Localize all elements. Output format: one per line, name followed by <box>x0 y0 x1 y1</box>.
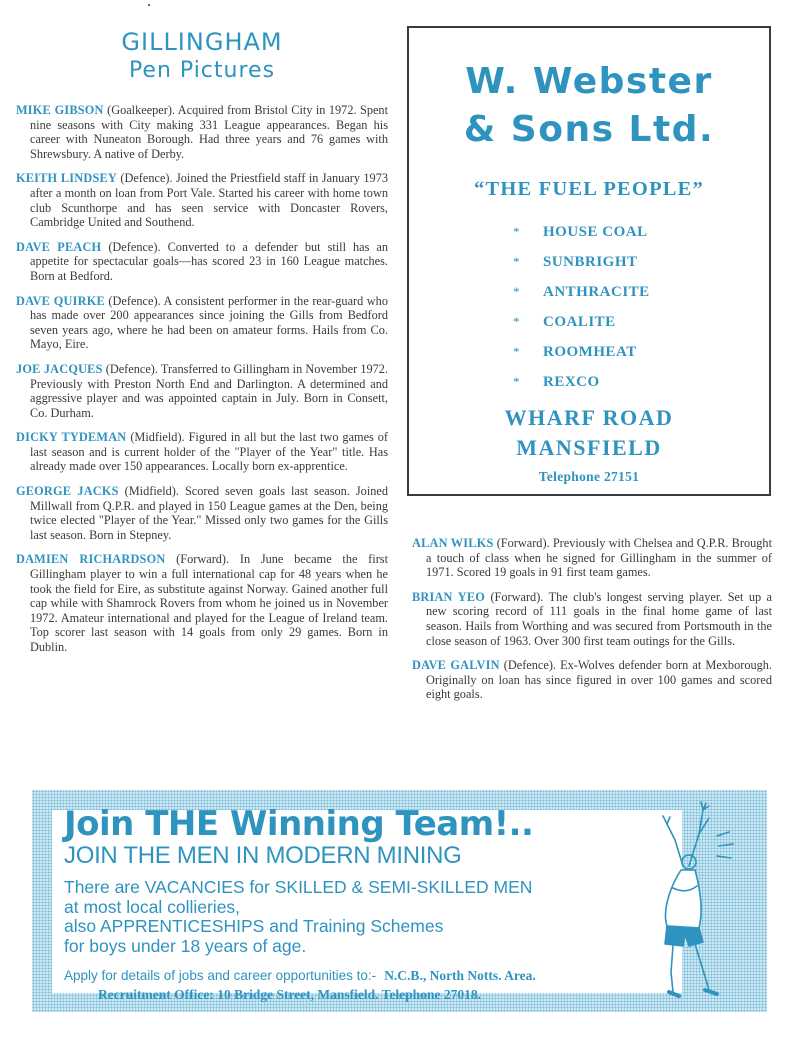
pen-pictures-column <box>16 28 388 665</box>
player-profile-lindsey <box>16 171 388 229</box>
player-bio: Previously with Chelsea and Q.P.R. Brought a touch of class when he signed for Gillingham in the summer of 1971. Scored 19 goals in 91 first team games. <box>426 536 772 580</box>
slogan: “THE FUEL PEOPLE” <box>474 178 704 200</box>
ncb-body-line: There are VACANCIES for SKILLED & SEMI-SKILLED MEN <box>64 877 533 897</box>
company-name-line1: W. Webster <box>465 61 713 102</box>
fuel-product-item <box>513 247 769 277</box>
player-bio: Scored seven goals last season. Joined Millwall from Q.P.R. and played in 150 League games at the Den, being twice elected "Player of the Year." Missed only two games for the Gills last season. Born in Stepney. <box>30 484 388 542</box>
fuel-product-item <box>513 277 769 307</box>
player-name: GEORGE JACKS <box>16 484 119 499</box>
asterisk-bullet-icon: * <box>513 344 520 359</box>
ncb-recruitment-advert <box>32 790 767 1012</box>
ncb-apply-line <box>64 968 536 984</box>
page-subtitle: Pen Pictures <box>128 58 276 83</box>
asterisk-bullet-icon: * <box>513 284 520 299</box>
player-name: DAVE QUIRKE <box>16 293 105 308</box>
ncb-headline: Join THE Winning Team!.. <box>64 804 534 844</box>
ncb-apply-text: Apply for details of jobs and career opportunities to:- <box>64 968 377 983</box>
pen-pictures-continued <box>412 536 772 712</box>
asterisk-bullet-icon: * <box>513 254 520 269</box>
player-bio: Figured in all but the last two games of last season and is current holder of the "Player of the Year" title. Has already made over 150 appearances. Locally born ex-apprentice. <box>30 430 388 474</box>
ncb-subheadline: JOIN THE MEN IN MODERN MINING <box>64 842 462 869</box>
player-position: (Defence). <box>108 293 161 308</box>
player-profile-gibson <box>16 103 388 161</box>
player-position: (Midfield). <box>130 430 185 445</box>
player-bio: The club's longest serving player. Set up a new scoring record of 111 goals in the final home game of last season. Hails from Worthing and was secured from Portsmouth in the close season of 1963. Over 300 first team outings for the Gills. <box>426 589 772 648</box>
fuel-product-label: SUNBRIGHT <box>543 254 638 270</box>
player-bio: Transferred to Gillingham in November 1972. Previously with Preston North End and Darlington. A determined and aggressive player and was appointed captain in July. Born in Consett, Co. Durham. <box>30 361 389 420</box>
player-name: MIKE GIBSON <box>16 103 104 117</box>
player-position: (Midfield). <box>124 484 179 499</box>
player-bio: A consistent performer in the rear-guard who has made over 200 appearances since joining the Gills from Bedford seven years ago, where he had been on amateur forms. Hails from Co. Mayo, Eire. <box>30 293 388 352</box>
ncb-body-line: for boys under 18 years of age. <box>64 935 307 956</box>
player-profile-tydeman <box>16 430 388 474</box>
fuel-product-label: COALITE <box>543 314 616 330</box>
player-profile-peach <box>16 240 388 284</box>
player-position: (Goalkeeper). <box>107 103 176 117</box>
asterisk-bullet-icon: * <box>513 374 520 389</box>
celebrating-miner-illustration-icon <box>637 796 747 1006</box>
player-profile-wilks <box>412 536 772 580</box>
player-name: BRIAN YEO <box>412 589 486 604</box>
player-name: DAMIEN RICHARDSON <box>16 552 166 567</box>
asterisk-bullet-icon: * <box>513 224 520 239</box>
player-bio: Ex-Wolves defender born at Mexborough. Originally on loan has since figured in over 100 games and scored eight goals. <box>426 658 772 702</box>
player-bio: Acquired from Bristol City in 1972. Spent nine seasons with City making 331 League appearances. Began his career with Nuneaton Borough. Had three years and 76 games with Shrewsbury. A native of Derby. <box>30 103 388 161</box>
webster-advert <box>407 26 771 496</box>
player-position: (Forward). <box>496 536 550 550</box>
player-position: (Forward). <box>176 552 230 567</box>
ncb-body-line: also APPRENTICESHIPS and Training Schemes <box>64 916 444 936</box>
player-profile-richardson <box>16 552 388 654</box>
player-bio: In June became the first Gillingham player to win a full international cap for 48 years when he took the field for Eire, as substitute against Norway. Gained another full cap while with Shamrock Rovers from whom he joined us in November 1972. Amateur international and played for the League of Ireland team. Top scorer last season with 14 goals from only 29 games. Born in Dublin. <box>30 552 388 654</box>
player-name: JOE JACQUES <box>16 361 103 376</box>
telephone-number: Telephone 27151 <box>538 469 640 484</box>
fuel-product-label: HOUSE COAL <box>543 224 648 240</box>
player-bio: Joined the Priestfield staff in January 1973 after a month on loan from Port Vale. Started his career with home town club Scunthorpe and has seen service with Doncaster Rovers, Cambridge United and Southend. <box>30 171 388 230</box>
player-position: (Forward). <box>490 589 544 604</box>
player-name: KEITH LINDSEY <box>16 171 117 186</box>
player-position: (Defence). <box>105 361 158 376</box>
fuel-product-item <box>513 307 769 337</box>
player-bio: Converted to a defender but still has an appetite for spectacular goals—has scored 23 in 160 League matches. Born at Bedford. <box>30 239 389 283</box>
player-profile-galvin <box>412 658 772 702</box>
player-position: (Defence). <box>108 239 161 254</box>
company-name-line2: & Sons Ltd. <box>463 109 715 150</box>
address-street: WHARF ROAD <box>504 405 674 430</box>
player-name: ALAN WILKS <box>412 536 494 550</box>
player-profile-jacks <box>16 484 388 542</box>
fuel-product-label: ANTHRACITE <box>543 284 650 300</box>
player-name: DAVE PEACH <box>16 239 102 254</box>
ncb-body-text <box>64 878 532 956</box>
fuel-product-item <box>513 337 769 367</box>
asterisk-bullet-icon: * <box>513 314 520 329</box>
ncb-apply-area: N.C.B., North Notts. Area. <box>384 968 536 983</box>
player-name: DICKY TYDEMAN <box>16 430 127 445</box>
fuel-product-item <box>513 367 769 397</box>
fuel-product-label: REXCO <box>543 374 600 390</box>
fuel-product-list <box>409 217 769 397</box>
address-town: MANSFIELD <box>516 435 662 460</box>
player-position: (Defence). <box>120 171 173 186</box>
fuel-product-item <box>513 217 769 247</box>
fuel-product-label: ROOMHEAT <box>543 344 637 360</box>
ncb-body-line: at most local collieries, <box>64 896 241 917</box>
player-profile-quirke <box>16 294 388 352</box>
player-profile-yeo <box>412 590 772 648</box>
player-name: DAVE GALVIN <box>412 658 500 673</box>
player-position: (Defence). <box>503 658 557 673</box>
print-speck <box>148 4 150 6</box>
player-profile-jacques <box>16 362 388 420</box>
page-title: GILLINGHAM <box>121 28 283 56</box>
ncb-recruitment-office: Recruitment Office: 10 Bridge Street, Mansfield. Telephone 27018. <box>98 987 481 1002</box>
